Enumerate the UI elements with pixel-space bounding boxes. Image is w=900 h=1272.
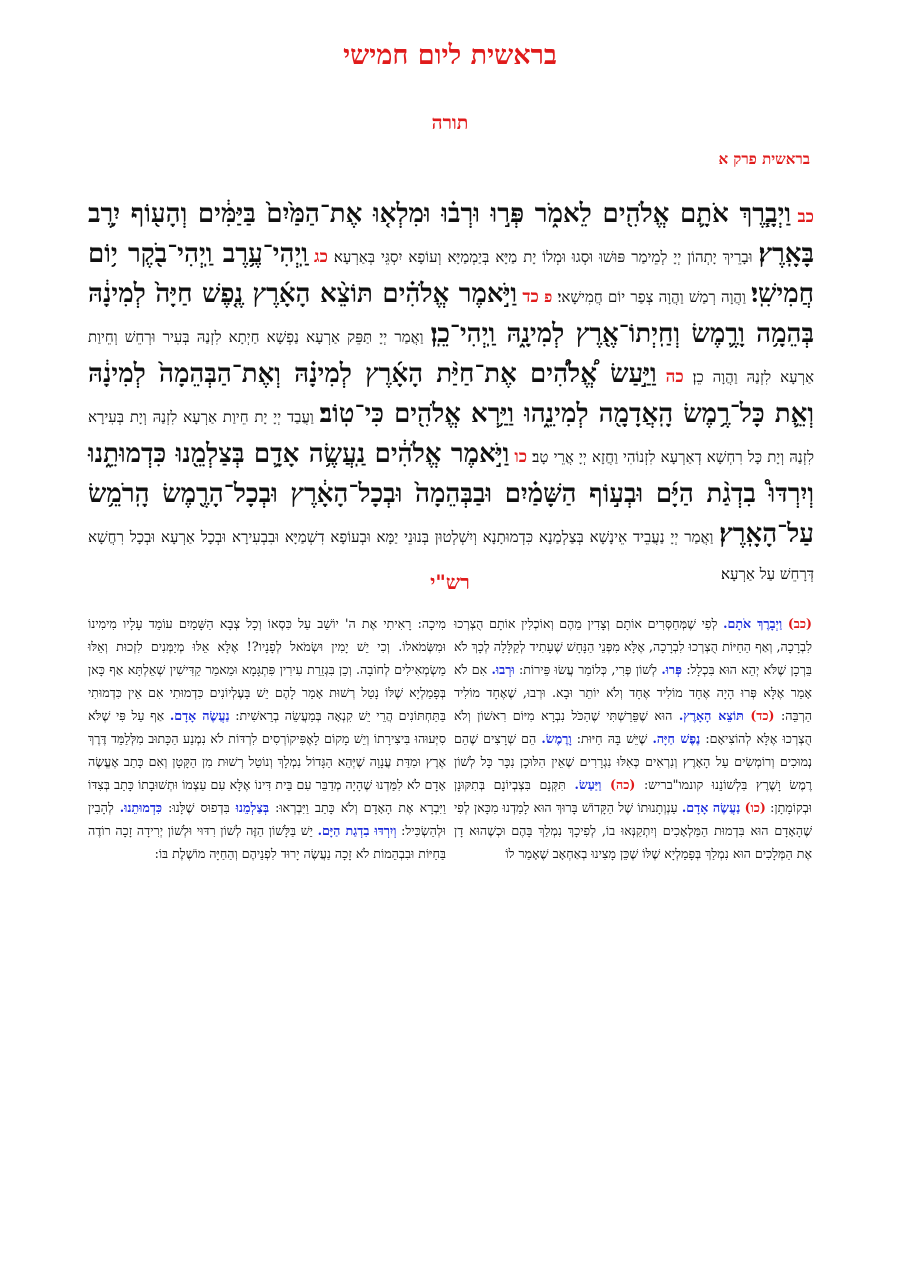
rashi-dibur-hamatchil: וּרְבוּ.: [491, 662, 515, 677]
rashi-text: לְפִי שֶׁמְּחַסְּרִים אוֹתָם וְצָדִין מֵהֶם וְאוֹכְלִין אוֹתָם הֻצְרְכוּ לִבְרָכָה, וְאַף הַחַיּוֹת הֻצְרְכוּ לִבְרָכָה, אֶלָּא מִפְּנֵי הַנָּחָשׁ שֶׁעָתִיד לְקַלָּלָה לְכָךְ לֹא בֵּרְכָן שֶׁלֹּא יְהֵא הוּא בִּכְלָל:: [454, 616, 812, 677]
rashi-text: יֵשׁ בַּלָּשׁוֹן הַזֶּה לְשׁוֹן רִדּוּי וּלְשׁוֹן יְרִידָה זָכָה רוֹדֶה בַּחַיּוֹת וּבִבְהֵמוֹת לֹא זָכָה נַעֲשֶׂה יָרוּד לִפְנֵיהֶם וְהַחַיָּה מוֹשֶׁלֶת בּוֹ:: [88, 823, 446, 861]
verse-26: [88, 439, 814, 583]
rashi-verse-ref: (כב): [787, 616, 812, 631]
rashi-dibur-hamatchil: פְּרוּ.: [661, 662, 682, 677]
rashi-dibur-hamatchil: וָרֶמֶשׂ.: [541, 731, 572, 746]
rashi-verse-ref: (כה): [610, 777, 636, 792]
rashi-comment: [88, 616, 446, 723]
rashi-comment: [168, 800, 269, 815]
verses-block: [88, 196, 814, 593]
rashi-text: אִם לֹא אָמַר אֶלָּא פְּרוּ הָיָה אֶחָד מוֹלִיד אֶחָד וְלֹא יוֹתֵר וּבָא. וּרְבוּ, שֶׁאֶחָד מוֹלִיד הַרְבֵּה:: [454, 662, 812, 723]
verse-number: כג: [313, 247, 328, 267]
verse-number: כו: [514, 447, 528, 467]
rashi-text: עַנְוְתָנוּתוֹ שֶׁל הַקָּדוֹשׁ בָּרוּךְ הוּא לָמַדְנוּ מִכָּאן לְפִי שֶׁהָאָדָם הוּא בִּדְמוּת הַמַּלְאָכִים וְיִתְקַנְּאוּ בוֹ, לְפִיכָךְ נִמְלַךְ בָּהֶם וּכְשֶׁהוּא דָן אֶת הַמְּלָכִים הוּא נִמְלַךְ בְּפָמַלְיָא שֶׁלּוֹ שֶׁכֵּן מָצִינוּ בְאַחְאָב שֶׁאָמַר לוֹ: [454, 800, 812, 861]
rashi-text: לְהָבִין וּלְהַשְׂכִּיל:: [88, 800, 447, 838]
verse-number: כה: [665, 367, 684, 387]
verse-number: כב: [797, 207, 814, 227]
verse-text: וַיְבָ֧רֶךְ אֹתָ֛ם אֱלֹהִ֖ים לֵאמֹ֑ר פְּר֣וּ וּרְב֗וּ וּמִלְא֤וּ אֶת־הַמַּ֙יִם֙ בַּיַּמִּ֔ים וְהָע֖וֹף יִ֥רֶב בָּאָֽרֶץ׃: [88, 199, 814, 269]
rashi-dibur-hamatchil: וַיַּעַשׂ.: [574, 777, 602, 792]
rashi-text: לְשׁוֹן פְּרִי, כְּלוֹמַר עֲשׂוּ פֵּירוֹת:: [518, 662, 657, 677]
rashi-title: רש"י: [430, 570, 470, 594]
rashi-text: תִּקְּנָם בִּצְבְיוֹנָם בְּתִקּוּנָן וּבְקוֹמָתָן:: [454, 777, 812, 815]
targum-text: וּבָרֵיךְ יָתְהוֹן יְיָ לְמֵימַר פּוּשׁוּ וּסְגוּ וּמְלוֹ יָת מַיָּא בְּיַמְמַיָּא וְעוֹפָא יִסְגֵּי בְּאַרְעָא׃: [333, 248, 753, 266]
rashi-dibur-hamatchil: וְיִרְדּוּ בִדְגַת הַיָּם.: [317, 823, 397, 838]
rashi-comment: [454, 800, 812, 861]
rashi-text: שֶׁיֵּשׁ בָּהּ חַיּוּת:: [576, 731, 648, 746]
rashi-dibur-hamatchil: נַעֲשֶׂה אָדָם.: [169, 708, 230, 723]
rashi-comment: [519, 662, 682, 677]
targum-text: וַעֲבַד יְיָ יָת חֵיוַת אַרְעָא לִזְנַהּ וְיָת בְּעִירָא לִזְנַהּ וְיָת כָּל רִחְשָׁא דְאַרְעָא לִזְנוֹהִי וַחֲזָא יְיָ אֲרֵי טָב׃: [88, 408, 814, 466]
rashi-dibur-hamatchil: בְּצַלְמֵנוּ: [235, 800, 270, 815]
rashi-comment: [577, 731, 701, 746]
rashi-text: אַף עַל פִּי שֶׁלֹּא סִיְּעוּהוּ בִּיצִירָתוֹ וְיֵשׁ מָקוֹם לָאֶפִּיקוֹרְסִים לִרְדּוֹת לֹא נִמְנַע הַכָּתוּב מִלְּלַמֵּד דֶּרֶךְ אֶרֶץ וּמִדַּת עֲנָוָה שֶׁיְּהֵא הַגָּדוֹל נִמְלָךְ וְנוֹטֵל רְשׁוּת מִן הַקָּטָן וְאִם כָּתַב אֶעֱשֶׂה אָדָם לֹא לִמַּדְנוּ שֶׁהָיָה מְדַבֵּר עִם בֵּית דִּינוֹ אֶלָּא עִם עַצְמוֹ וּתְשׁוּבָתוֹ כָּתַב בְּצִדּוֹ וַיִּבְרָא אֶת הָאָדָם וְלֹא כָּתַב וַיִּבְרְאוּ:: [88, 708, 446, 815]
verse-text: וַיַּ֣עַשׂ אֱ֠לֹהִ֠ים אֶת־חַיַּ֨ת הָאָ֜רֶץ לְמִינָ֗הּ וְאֶת־הַבְּהֵמָה֙ לְמִינָ֔הּ וְאֵ֛ת כָּל־רֶ֥מֶשׂ הָֽאֲדָמָ֖ה לְמִינֵ֑הוּ וַיַּ֥רְא אֱלֹהִ֖ים כִּי־טֽוֹב׃: [88, 359, 814, 429]
rashi-dibur-hamatchil: כִּדְמוּתֵנוּ.: [119, 800, 163, 815]
verse-text: וַיֹּ֣אמֶר אֱלֹהִ֗ים תּוֹצֵ֨א הָאָ֜רֶץ נֶ֤פֶשׁ חַיָּה֙ לְמִינָ֔הּ בְּהֵמָ֥ה וָרֶ֛מֶשׂ וְחַֽיְתוֹ־אֶ֖רֶץ לְמִינָ֑הּ וַֽיְהִי־כֵֽן׃: [88, 279, 814, 349]
rashi-dibur-hamatchil: וַיְבָרֶךְ אֹתָם.: [723, 616, 783, 631]
targum-text: וַהֲוָה רְמַשׁ וַהֲוָה צְפַר יוֹם חֲמִישָׁאי׃: [557, 288, 746, 306]
rashi-text: הֵם שְׁרָצִים שֶׁהֵם נְמוּכִים וְרוֹמְשִׂים עַל הָאָרֶץ וְנִרְאִים כְּאִלּוּ נִגְרָרִים שֶׁאֵין הִלּוּכָן נִכָּר כָּל לְשׁוֹן רֶמֶשׂ וָשֶׁרֶץ בִּלְשׁוֹנֵנוּ קונמו"בריש:: [454, 731, 812, 792]
rashi-verse-ref: (כו): [744, 800, 766, 815]
rashi-text: מִיכָה: רָאִיתִי אֶת ה' יוֹשֵׁב עַל כִּסְאוֹ וְכָל צְבָא הַשָּׁמַיִם עוֹמֵד עָלָיו מִימִינוֹ וּמִשְּׂמֹאלוֹ. וְכִי יֵשׁ יָמִין וּשְׂמֹאל לְפָנָיו?! אֶלָּא אֵלּוּ מְיַמְּנִים לִזְכוּת וְאֵלּוּ מַשְׂמְאִילִים לְחוֹבָה. וְכֵן בִּגְזֵרַת עִירִין פִּתְגָּמָא וּמֵאמַר קַדִּישִׁין שְׁאֵלְתָּא אַף כָּאן בְּפָמַלְיָא שֶׁלּוֹ נָטַל רְשׁוּת אָמַר לָהֶם יֵשׁ בָּעֶלְיוֹנִים כִּדְמוּתִי אִם אֵין כִּדְמוּתִי בַּתַּחְתּוֹנִים הֲרֵי יֵשׁ קִנְאָה בְּמַעֲשֵׂה בְרֵאשִׁית:: [88, 616, 447, 723]
rashi-verse-ref: (כד): [750, 708, 775, 723]
chapter-reference: בראשית פרק א: [718, 150, 810, 168]
rashi-dibur-hamatchil: תּוֹצֵא הָאָרֶץ.: [678, 708, 744, 723]
targum-text: וַאֲמַר יְיָ תַּפֵּק אַרְעָא נַפְשָׁא חַיְתָא לִזְנַהּ בְּעִיר וּרְחֵשׁ וְחֵיוַת אַרְעָא לִזְנַהּ וַהֲוָה כֵן׃: [88, 328, 814, 386]
rashi-dibur-hamatchil: נֶפֶשׁ חַיָּה.: [652, 731, 701, 746]
parasha-marker: פ: [544, 288, 553, 306]
rashi-comment: [88, 708, 446, 815]
page-title: בראשית ליום חמישי: [343, 40, 557, 71]
rashi-comment: [88, 823, 446, 861]
section-title-torah: תורה: [431, 112, 469, 134]
rashi-column-left: [88, 612, 446, 865]
rashi-column-right: [454, 612, 812, 865]
rashi-text: בִּדְפוּס שֶׁלָּנוּ:: [168, 800, 230, 815]
verse-number: כד: [522, 287, 539, 307]
rashi-dibur-hamatchil: נַעֲשֶׂה אָדָם.: [681, 800, 741, 815]
verse-text: וַֽיְהִי־עֶ֥רֶב וַֽיְהִי־בֹ֖קֶר י֥וֹם חֲמִישִֽׁי׃: [88, 239, 814, 309]
rashi-text: הוּא שֶׁפֵּרַשְׁתִּי שֶׁהַכֹּל נִבְרָא מִיּוֹם רִאשׁוֹן וְלֹא הֻצְרְכוּ אֶלָּא לְהוֹצִיאָם:: [454, 708, 812, 746]
verse-text: וַיֹּ֣אמֶר אֱלֹהִ֔ים נַֽעֲשֶׂ֥ה אָדָ֛ם בְּצַלְמֵ֖נוּ כִּדְמוּתֵ֑נוּ וְיִרְדּוּ֩ בִדְגַ֨ת הַיָּ֜ם וּבְע֣וֹף הַשָּׁמַ֗יִם וּבַבְּהֵמָה֙ וּבְכָל־הָאָ֔רֶץ וּבְכָל־הָרֶ֖מֶשׂ הָֽרֹמֵ֥שׂ עַל־הָאָֽרֶץ׃: [88, 439, 814, 549]
targum-text: וַאֲמַר יְיָ נַעֲבֵיד אֵינָשָׁא בְּצַלְמַנָא כִּדְמוּתָנָא וְיִשְׁלְטוּן בְּנוּנֵי יַמָּא וּבְעוֹפָא דִשְׁמַיָּא וּבִבְעִירָא וּבְכָל אַרְעָא וּבְכָל רִחֲשָׁא דְּרָחֵשׁ עַל אַרְעָא׃: [88, 528, 814, 583]
